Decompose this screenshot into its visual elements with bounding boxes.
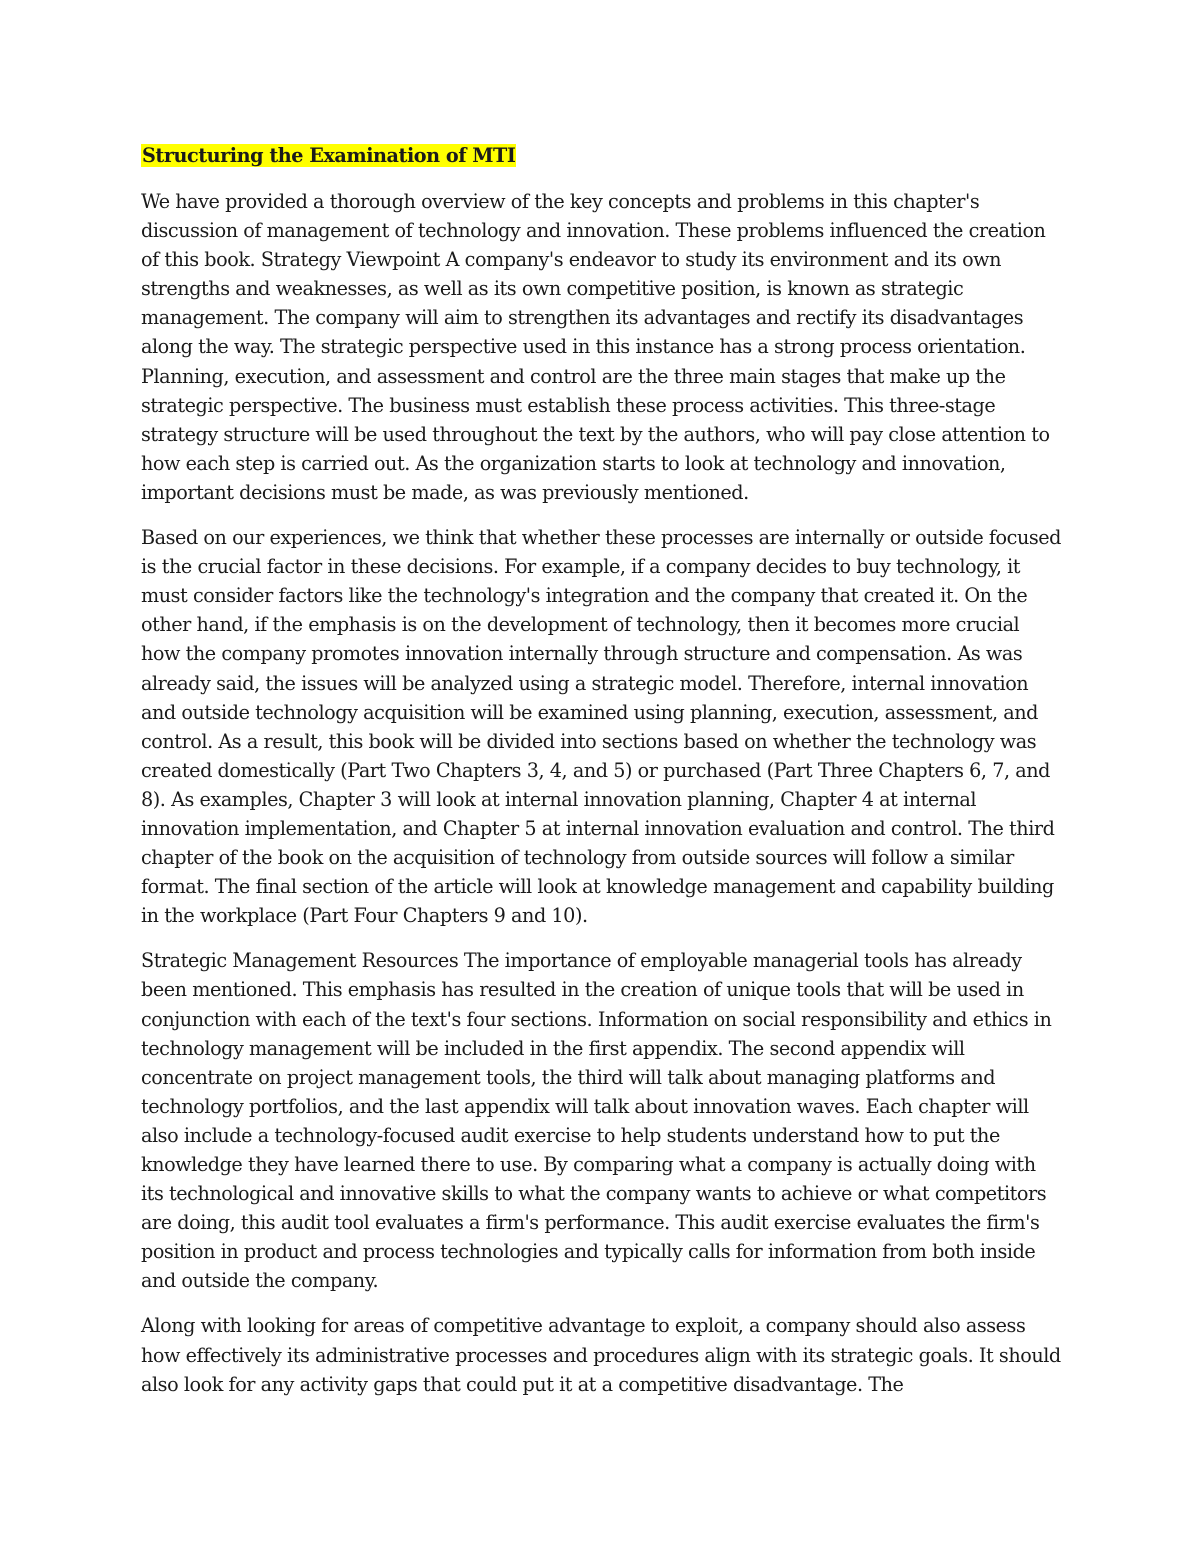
paragraph-management-resources: Strategic Management Resources The importance of employable managerial tools has already been mentioned. This emphasis has resulted in the creation of unique tools that will be used in conjunction with each of the text's four sections. Information on social responsibility and ethics in technology management will be included in the first appendix. The second appendix will concentrate on project management tools, the third will talk about managing platforms and technology portfolios, and the last appendix will talk about innovation waves. Each chapter will also include a technology-focused audit exercise to help students understand how to put the knowledge they have learned there to use. By comparing what a company is actually doing with its technological and innovative skills to what the company wants to achieve or what competitors are doing, this audit tool evaluates a firm's performance. This audit exercise evaluates the firm's position in product and process technologies and typically calls for information from both inside and outside the company. <box>141 949 1052 1293</box>
section-heading <box>141 141 1063 170</box>
highlighted-heading-text: Structuring the Examination of MTI <box>142 144 516 167</box>
paragraph-strategy-viewpoint: We have provided a thorough overview of the key concepts and problems in this chapter's discussion of management of technology and innovation. These problems influenced the creation of this book. Strategy Viewpoint A company's endeavor to study its environment and its own strengths and weaknesses, as well as its own competitive position, is known as strategic management. The company will aim to strengthen its advantages and rectify its disadvantages along the way. The strategic perspective used in this instance has a strong process orientation. Planning, execution, and assessment and control are the three main stages that make up the strategic perspective. The business must establish these process activities. This three-stage strategy structure will be used throughout the text by the authors, who will pay close attention to how each step is carried out. As the organization starts to look at technology and innovation, important decisions must be made, as was previously mentioned. <box>141 190 1050 504</box>
paragraph-internal-external-focus: Based on our experiences, we think that whether these processes are internally or outside focused is the crucial factor in these decisions. For example, if a company decides to buy technology, it must consider factors like the technology's integration and the company that created it. On the other hand, if the emphasis is on the development of technology, then it becomes more crucial how the company promotes innovation internally through structure and compensation. As was already said, the issues will be analyzed using a strategic model. Therefore, internal innovation and outside technology acquisition will be examined using planning, execution, assessment, and control. As a result, this book will be divided into sections based on whether the technology was created domestically (Part Two Chapters 3, 4, and 5) or purchased (Part Three Chapters 6, 7, and 8). As examples, Chapter 3 will look at internal innovation planning, Chapter 4 at internal innovation implementation, and Chapter 5 at internal innovation evaluation and control. The third chapter of the book on the acquisition of technology from outside sources will follow a similar format. The final section of the article will look at knowledge management and capability building in the workplace (Part Four Chapters 9 and 10). <box>141 526 1061 928</box>
document-body <box>141 141 1063 1415</box>
paragraph-competitive-advantage: Along with looking for areas of competitive advantage to exploit, a company should also assess how effectively its administrative processes and procedures align with its strategic goals. It should also look for any activity gaps that could put it at a competitive disadvantage. The <box>141 1314 1061 1396</box>
